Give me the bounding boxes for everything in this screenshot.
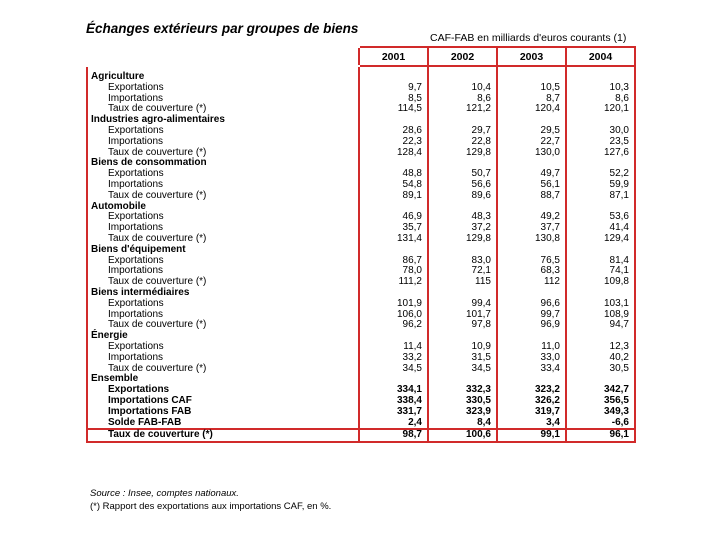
value-cell: 31,5 xyxy=(428,353,497,364)
group-name: Biens d'équipement xyxy=(87,245,359,256)
value-cell: 120,4 xyxy=(497,104,566,115)
value-cell: 29,7 xyxy=(428,126,497,137)
value-cell: 56,1 xyxy=(497,180,566,191)
row-label: Exportations xyxy=(87,385,359,396)
row-label: Taux de couverture (*) xyxy=(87,148,359,159)
value-cell: 111,2 xyxy=(359,277,428,288)
value-cell: 121,2 xyxy=(428,104,497,115)
group-name: Ensemble xyxy=(87,374,359,385)
row-label: Importations xyxy=(87,223,359,234)
value-cell: 326,2 xyxy=(497,396,566,407)
total-row xyxy=(87,429,635,442)
value-cell: 46,9 xyxy=(359,212,428,223)
row-label: Taux de couverture (*) xyxy=(87,364,359,375)
value-cell: 8,6 xyxy=(428,94,497,105)
value-cell: 22,3 xyxy=(359,137,428,148)
value-cell: 338,4 xyxy=(359,396,428,407)
row-label: Importations xyxy=(87,310,359,321)
value-cell: 131,4 xyxy=(359,234,428,245)
value-cell: 87,1 xyxy=(566,191,635,202)
table-row xyxy=(87,418,635,430)
value-cell: 83,0 xyxy=(428,256,497,267)
value-cell: 34,5 xyxy=(428,364,497,375)
row-label: Taux de couverture (*) xyxy=(87,320,359,331)
group-name: Industries agro-alimentaires xyxy=(87,115,359,126)
value-cell: 130,8 xyxy=(497,234,566,245)
table-row xyxy=(87,137,635,148)
value-cell: 101,9 xyxy=(359,299,428,310)
empty-cell xyxy=(497,245,566,256)
total-value: 98,7 xyxy=(359,429,428,442)
group-name: Biens de consommation xyxy=(87,158,359,169)
year-header: 2003 xyxy=(497,47,566,66)
value-cell: 319,7 xyxy=(497,407,566,418)
table-row xyxy=(87,364,635,375)
value-cell: 356,5 xyxy=(566,396,635,407)
value-cell: 53,6 xyxy=(566,212,635,223)
value-cell: 33,0 xyxy=(497,353,566,364)
value-cell: 127,6 xyxy=(566,148,635,159)
value-cell: 40,2 xyxy=(566,353,635,364)
row-label: Importations xyxy=(87,94,359,105)
value-cell: 330,5 xyxy=(428,396,497,407)
value-cell: 33,4 xyxy=(497,364,566,375)
value-cell: 22,7 xyxy=(497,137,566,148)
value-cell: 48,3 xyxy=(428,212,497,223)
footnote: (*) Rapport des exportations aux importations CAF, en %. xyxy=(90,501,332,512)
value-cell: 97,8 xyxy=(428,320,497,331)
total-value: 96,1 xyxy=(566,429,635,442)
value-cell: 86,7 xyxy=(359,256,428,267)
header-row xyxy=(87,47,635,66)
value-cell: 89,1 xyxy=(359,191,428,202)
value-cell: 9,7 xyxy=(359,83,428,94)
header-blank xyxy=(87,47,359,66)
row-label: Exportations xyxy=(87,256,359,267)
value-cell: 50,7 xyxy=(428,169,497,180)
value-cell: 30,5 xyxy=(566,364,635,375)
value-cell: 81,4 xyxy=(566,256,635,267)
value-cell: 10,3 xyxy=(566,83,635,94)
total-value: 99,1 xyxy=(497,429,566,442)
value-cell: 109,8 xyxy=(566,277,635,288)
group-name: Automobile xyxy=(87,202,359,213)
value-cell: 120,1 xyxy=(566,104,635,115)
row-label: Solde FAB-FAB xyxy=(87,418,359,430)
unit-note: CAF-FAB en milliards d'euros courants (1) xyxy=(430,32,627,44)
value-cell: 96,9 xyxy=(497,320,566,331)
value-cell: 10,9 xyxy=(428,342,497,353)
value-cell: 49,7 xyxy=(497,169,566,180)
row-label: Exportations xyxy=(87,299,359,310)
table-row xyxy=(87,407,635,418)
value-cell: 72,1 xyxy=(428,266,497,277)
total-label: Taux de couverture (*) xyxy=(87,429,359,442)
row-label: Importations xyxy=(87,180,359,191)
value-cell: 37,2 xyxy=(428,223,497,234)
value-cell: 29,5 xyxy=(497,126,566,137)
value-cell: 23,5 xyxy=(566,137,635,148)
value-cell: 49,2 xyxy=(497,212,566,223)
value-cell: 130,0 xyxy=(497,148,566,159)
value-cell: 114,5 xyxy=(359,104,428,115)
value-cell: 33,2 xyxy=(359,353,428,364)
value-cell: 99,7 xyxy=(497,310,566,321)
row-label: Importations CAF xyxy=(87,396,359,407)
value-cell: 99,4 xyxy=(428,299,497,310)
value-cell: 332,3 xyxy=(428,385,497,396)
row-label: Exportations xyxy=(87,342,359,353)
value-cell: 103,1 xyxy=(566,299,635,310)
row-label: Exportations xyxy=(87,169,359,180)
value-cell: 74,1 xyxy=(566,266,635,277)
value-cell: 35,7 xyxy=(359,223,428,234)
value-cell: 96,2 xyxy=(359,320,428,331)
value-cell: 2,4 xyxy=(359,418,428,430)
value-cell: 101,7 xyxy=(428,310,497,321)
trade-table xyxy=(86,46,636,443)
value-cell: 11,0 xyxy=(497,342,566,353)
value-cell: 323,9 xyxy=(428,407,497,418)
table-body xyxy=(87,66,635,442)
value-cell: 11,4 xyxy=(359,342,428,353)
value-cell: 94,7 xyxy=(566,320,635,331)
value-cell: 76,5 xyxy=(497,256,566,267)
table-row xyxy=(87,320,635,331)
empty-cell xyxy=(566,245,635,256)
year-header: 2002 xyxy=(428,47,497,66)
row-label: Exportations xyxy=(87,212,359,223)
value-cell: 37,7 xyxy=(497,223,566,234)
value-cell: 349,3 xyxy=(566,407,635,418)
value-cell: 108,9 xyxy=(566,310,635,321)
value-cell: 8,4 xyxy=(428,418,497,430)
value-cell: 128,4 xyxy=(359,148,428,159)
value-cell: 56,6 xyxy=(428,180,497,191)
value-cell: 129,8 xyxy=(428,148,497,159)
table-row xyxy=(87,299,635,310)
value-cell: 68,3 xyxy=(497,266,566,277)
value-cell: 129,4 xyxy=(566,234,635,245)
empty-cell xyxy=(428,245,497,256)
value-cell: 88,7 xyxy=(497,191,566,202)
row-label: Importations xyxy=(87,266,359,277)
value-cell: 22,8 xyxy=(428,137,497,148)
row-label: Importations FAB xyxy=(87,407,359,418)
row-label: Importations xyxy=(87,353,359,364)
group-name: Énergie xyxy=(87,331,359,342)
group-name: Agriculture xyxy=(87,72,359,83)
table-title: Échanges extérieurs par groupes de biens xyxy=(86,21,359,36)
value-cell: 334,1 xyxy=(359,385,428,396)
value-cell: 3,4 xyxy=(497,418,566,430)
empty-cell xyxy=(359,245,428,256)
value-cell: 34,5 xyxy=(359,364,428,375)
row-label: Exportations xyxy=(87,83,359,94)
value-cell: 8,7 xyxy=(497,94,566,105)
group-header-row xyxy=(87,245,635,256)
value-cell: 12,3 xyxy=(566,342,635,353)
value-cell: 78,0 xyxy=(359,266,428,277)
row-label: Taux de couverture (*) xyxy=(87,191,359,202)
value-cell: 342,7 xyxy=(566,385,635,396)
value-cell: 8,6 xyxy=(566,94,635,105)
value-cell: 48,8 xyxy=(359,169,428,180)
value-cell: 10,5 xyxy=(497,83,566,94)
value-cell: 331,7 xyxy=(359,407,428,418)
row-label: Taux de couverture (*) xyxy=(87,104,359,115)
value-cell: 28,6 xyxy=(359,126,428,137)
value-cell: 89,6 xyxy=(428,191,497,202)
value-cell: 52,2 xyxy=(566,169,635,180)
value-cell: 106,0 xyxy=(359,310,428,321)
row-label: Taux de couverture (*) xyxy=(87,234,359,245)
row-label: Taux de couverture (*) xyxy=(87,277,359,288)
table-row xyxy=(87,191,635,202)
value-cell: 129,8 xyxy=(428,234,497,245)
table-row xyxy=(87,353,635,364)
value-cell: 41,4 xyxy=(566,223,635,234)
row-label: Importations xyxy=(87,137,359,148)
total-value: 100,6 xyxy=(428,429,497,442)
value-cell: 8,5 xyxy=(359,94,428,105)
value-cell: 54,8 xyxy=(359,180,428,191)
value-cell: 59,9 xyxy=(566,180,635,191)
source-note: Source : Insee, comptes nationaux. xyxy=(90,488,239,499)
group-name: Biens intermédiaires xyxy=(87,288,359,299)
row-label: Exportations xyxy=(87,126,359,137)
value-cell: 112 xyxy=(497,277,566,288)
table-row xyxy=(87,83,635,94)
value-cell: 96,6 xyxy=(497,299,566,310)
year-header: 2004 xyxy=(566,47,635,66)
value-cell: 30,0 xyxy=(566,126,635,137)
value-cell: 10,4 xyxy=(428,83,497,94)
value-cell: 323,2 xyxy=(497,385,566,396)
year-header: 2001 xyxy=(359,47,428,66)
value-cell: 115 xyxy=(428,277,497,288)
value-cell: -6,6 xyxy=(566,418,635,430)
